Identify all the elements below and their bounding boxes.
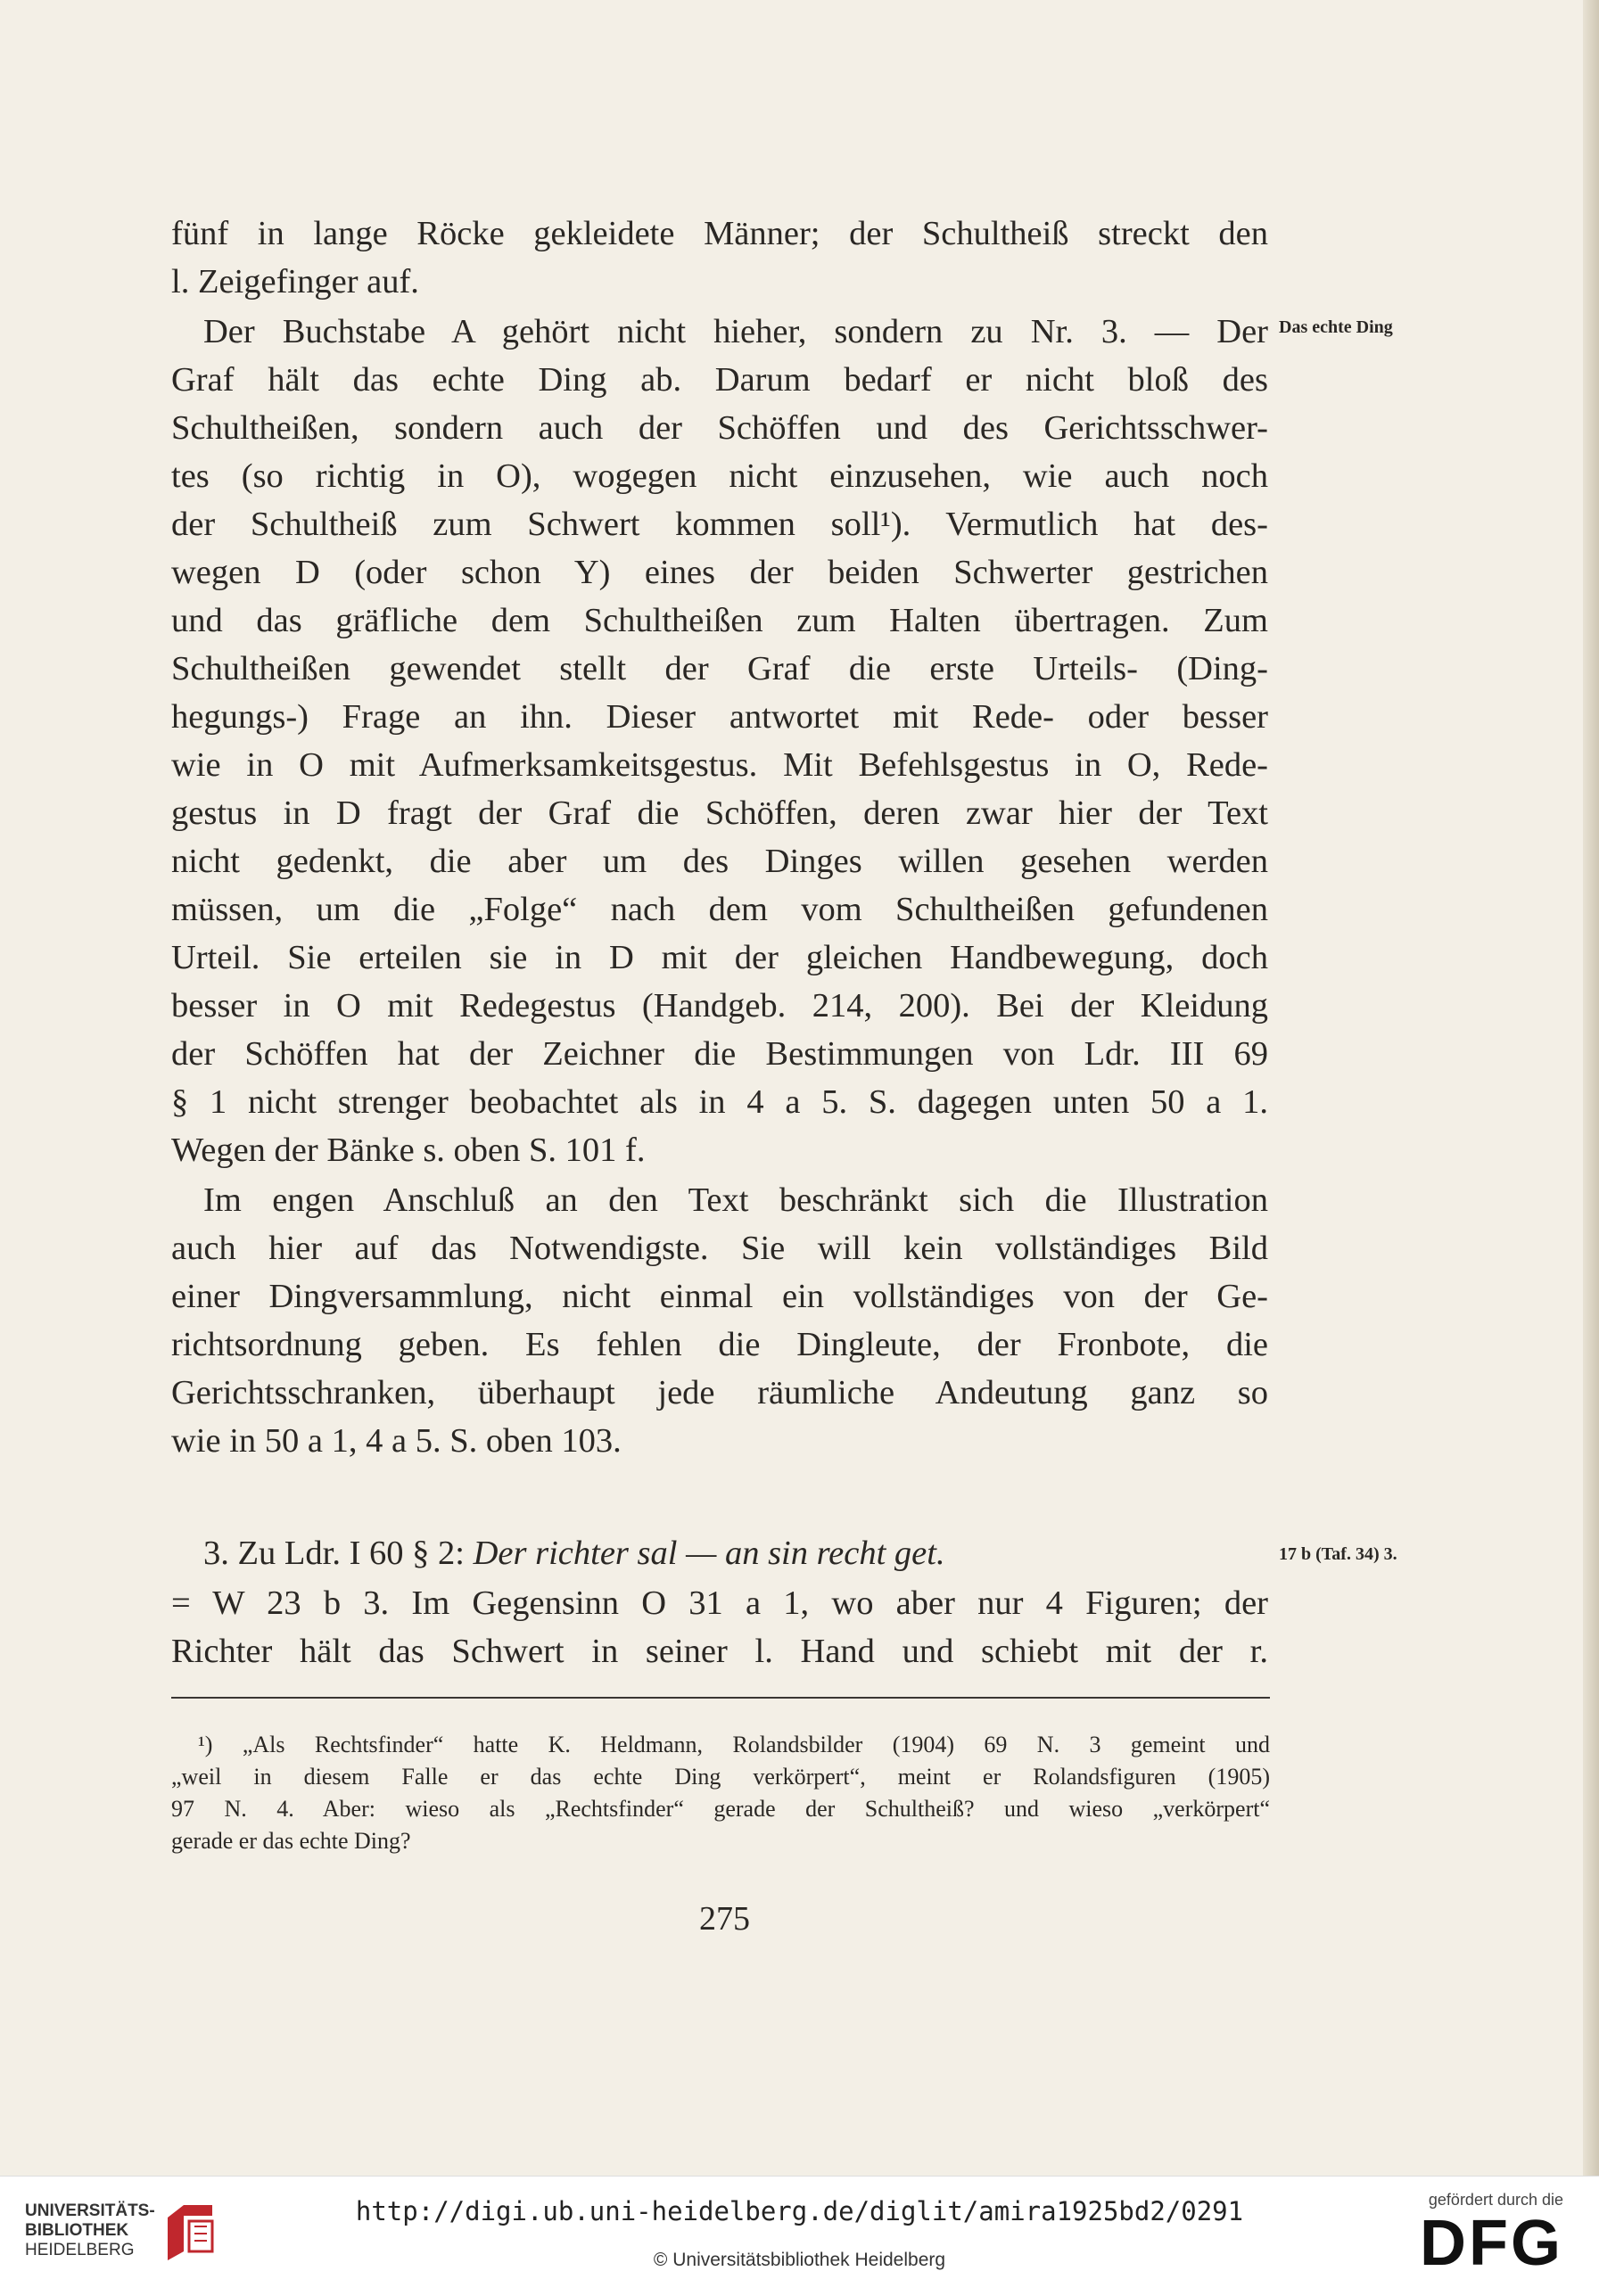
text-line: besser in O mit Redegestus (Handgeb. 214, 200). Bei der Kleidung [171,987,1268,1025]
text-line: wegen D (oder schon Y) eines der beiden Schwerter gestrichen [171,554,1268,591]
copyright-notice: © Universitätsbibliothek Heidelberg [653,2250,946,2270]
text-line: der Schultheiß zum Schwert kommen soll¹). Vermutlich hat des- [171,506,1268,543]
text-line: Im engen Anschluß an den Text beschränkt sich die Illustration [203,1181,1268,1219]
text-line: fünf in lange Röcke gekleidete Männer; der Schultheiß streckt den [171,215,1268,252]
footnote-line: „weil in diesem Falle er das echte Ding verkörpert“, meint er Rolandsfiguren (1905) [171,1764,1270,1790]
footnote-line: 97 N. 4. Aber: wieso als „Rechtsfinder“ gerade der Schultheiß? und wieso „verkörpert“ [171,1796,1270,1822]
text-line: hegungs-) Frage an ihn. Dieser antwortet mit Rede- oder besser [171,698,1268,736]
viewer-footer [0,2176,1599,2296]
text-line: Wegen der Bänke s. oben S. 101 f. [171,1132,646,1169]
page-edge-shadow [1583,0,1599,2176]
text-line: Graf hält das echte Ding ab. Darum bedarf er nicht bloß des [171,361,1268,399]
text-line: tes (so richtig in O), wogegen nicht einzusehen, wie auch noch [171,457,1268,495]
text-line: § 1 nicht strenger beobachtet als in 4 a 5. S. dagegen unten 50 a 1. [171,1083,1268,1121]
text-line: wie in 50 a 1, 4 a 5. S. oben 103. [171,1422,622,1460]
funding-caption: gefördert durch die [1428,2191,1563,2209]
footnote-marker: ¹) [198,1732,213,1757]
page-number: 275 [699,1900,750,1938]
text-line: müssen, um die „Folge“ nach dem vom Schultheißen gefundenen [171,891,1268,928]
section-heading-prefix: 3. Zu Ldr. I 60 § 2: [203,1535,474,1572]
text-line: auch hier auf das Notwendigste. Sie will kein vollständiges Bild [171,1230,1268,1267]
text-line: = W 23 b 3. Im Gegensinn O 31 a 1, wo aber nur 4 Figuren; der [171,1584,1268,1622]
permalink-url[interactable]: http://digi.ub.uni-heidelberg.de/diglit/amira1925bd2/0291 [355,2196,1244,2226]
text-line: einer Dingversammlung, nicht einmal ein vollständiges von der Ge- [171,1278,1268,1315]
text-line: l. Zeigefinger auf. [171,263,419,300]
footnote-line: gerade er das echte Ding? [171,1828,411,1854]
library-name-line: HEIDELBERG [25,2241,135,2259]
library-name-line: BIBLIOTHEK [25,2221,129,2240]
text-line: Richter hält das Schwert in seiner l. Hand und schiebt mit der r. [171,1633,1268,1670]
section-heading-quote: Der richter sal — an sin recht get. [473,1535,945,1572]
text-line: nicht gedenkt, die aber um des Dinges willen gesehen werden [171,843,1268,880]
margin-note-echte-ding: Das echte Ding [1279,317,1393,337]
text-line: Schultheißen gewendet stellt der Graf die erste Urteils- (Ding- [171,650,1268,687]
text-line: Gerichtsschranken, überhaupt jede räumliche Andeutung ganz so [171,1374,1268,1411]
footnote-text: „Als Rechtsfinder“ hatte K. Heldmann, Rolandsbilder (1904) 69 N. 3 gemeint und [242,1732,1270,1757]
text-line: richtsordnung geben. Es fehlen die Dingleute, der Fronbote, die [171,1326,1268,1363]
dfg-logo: DFG [1420,2208,1563,2279]
library-name-line: UNIVERSITÄTS- [25,2201,155,2220]
margin-note-tafel: 17 b (Taf. 34) 3. [1279,1544,1397,1564]
section-heading [203,1530,945,1576]
footnote-line [198,1730,1270,1760]
text-line: wie in O mit Aufmerksamkeitsgestus. Mit Befehlsgestus in O, Rede- [171,746,1268,784]
text-line: Schultheißen, sondern auch der Schöffen und des Gerichtsschwer- [171,409,1268,447]
footnote-rule [171,1697,1270,1699]
text-line: der Schöffen hat der Zeichner die Bestimmungen von Ldr. III 69 [171,1035,1268,1073]
text-line: gestus in D fragt der Graf die Schöffen, deren zwar hier der Text [171,794,1268,832]
dfg-funding[interactable] [1420,2191,1563,2277]
text-line: Der Buchstabe A gehört nicht hieher, sondern zu Nr. 3. — Der [203,313,1268,350]
text-line: und das gräfliche dem Schultheißen zum Halten übertragen. Zum [171,602,1268,639]
text-line: Urteil. Sie erteilen sie in D mit der gleichen Handbewegung, doch [171,939,1268,976]
